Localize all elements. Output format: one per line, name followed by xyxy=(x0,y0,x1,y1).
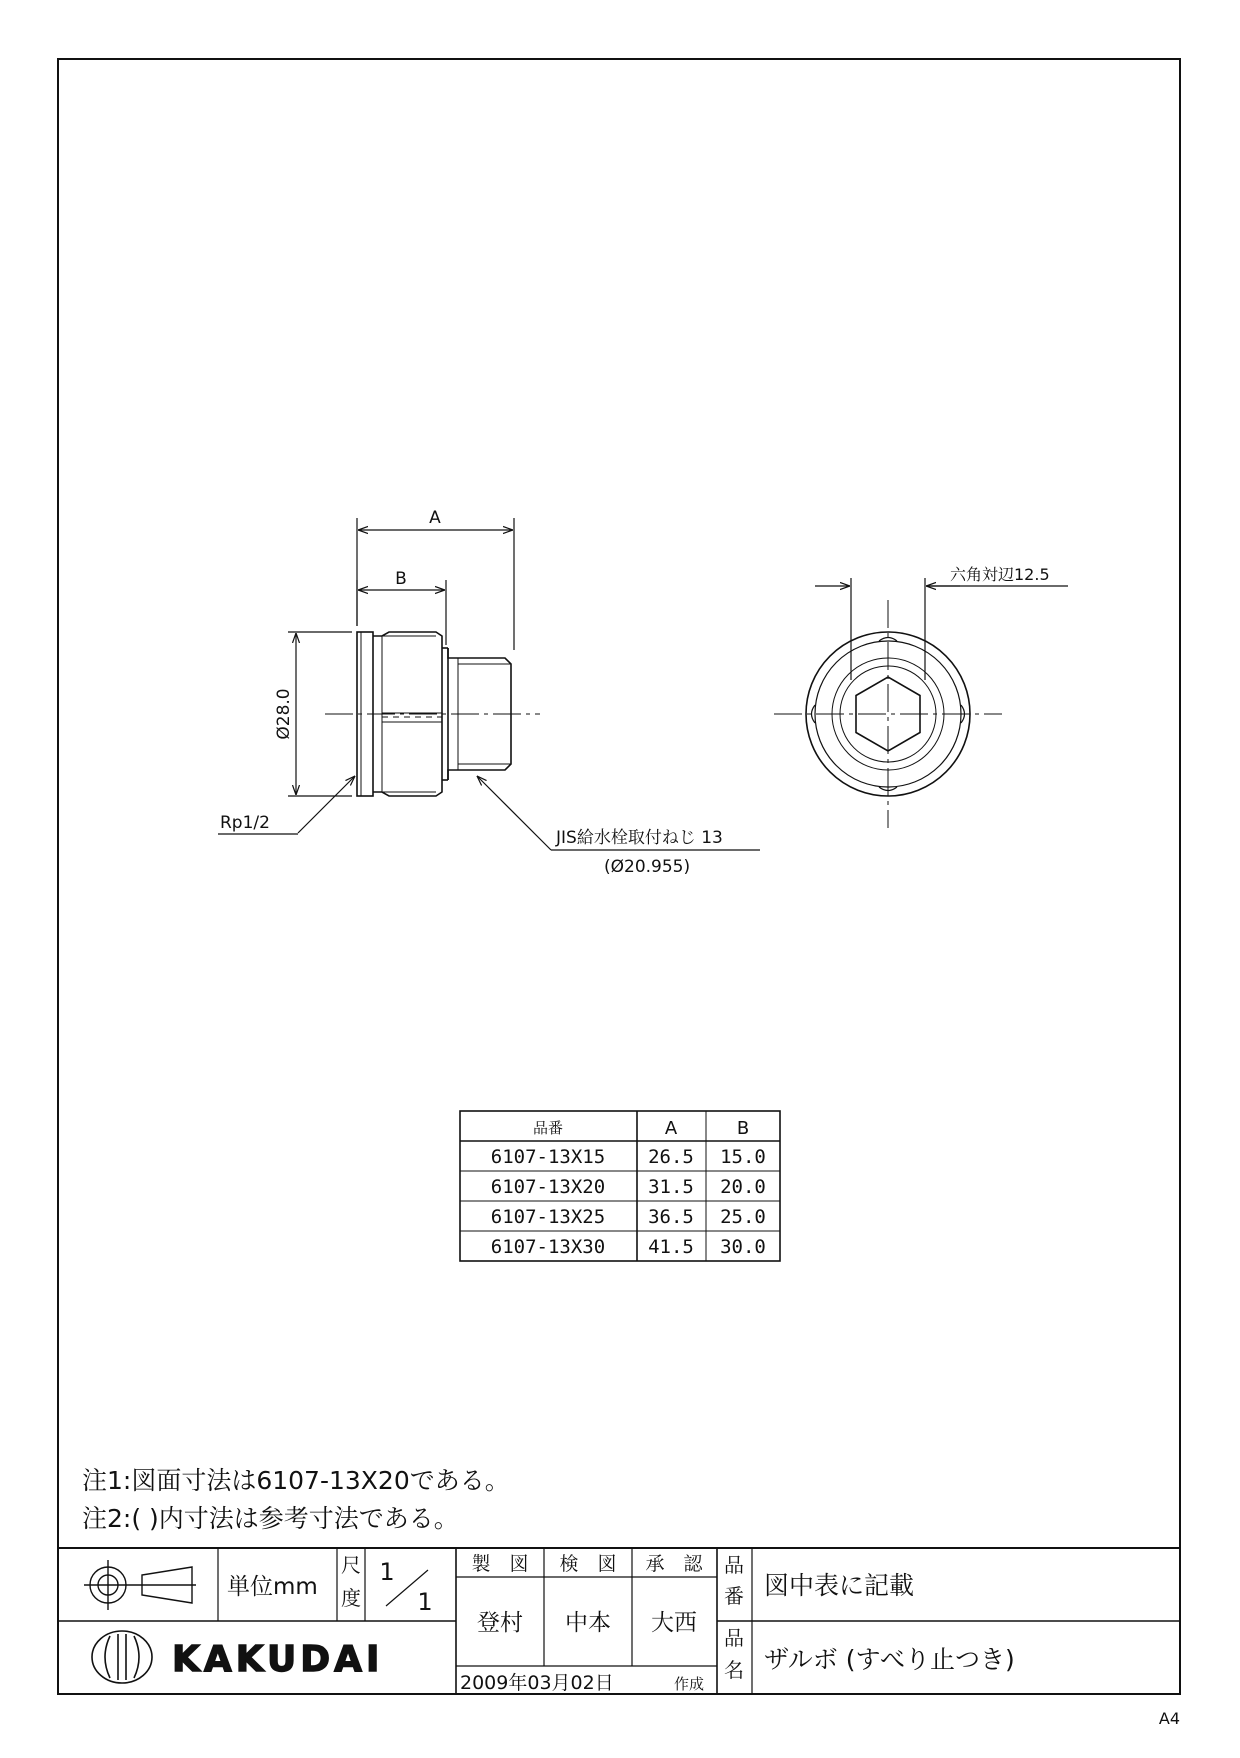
scale-denominator: 1 xyxy=(417,1588,433,1616)
table-cell: 26.5 xyxy=(648,1146,694,1168)
dimension-diameter-label: Ø28.0 xyxy=(274,688,294,740)
kakudai-logo-text: KAKUDAI xyxy=(172,1639,384,1680)
unit-label: 単位mm xyxy=(227,1574,318,1600)
thread-label: JIS給水栓取付ねじ 13 xyxy=(556,828,723,848)
drafted-header: 製 図 xyxy=(471,1553,529,1575)
drafted-name: 登村 xyxy=(477,1610,523,1636)
table-cell: 6107-13X30 xyxy=(490,1236,606,1258)
dimension-b-label: B xyxy=(395,569,407,589)
part-name-label-top: 品 xyxy=(724,1626,744,1650)
created-label: 作成 xyxy=(674,1675,705,1693)
part-number-label-bottom: 番 xyxy=(724,1584,744,1608)
thread-sub-label: (Ø20.955) xyxy=(604,857,691,877)
sheet-size: A4 xyxy=(1158,1709,1180,1728)
table-cell: 6107-13X15 xyxy=(490,1146,606,1168)
checked-header: 検 図 xyxy=(559,1553,617,1575)
approved-name: 大西 xyxy=(651,1610,697,1636)
kakudai-logo xyxy=(92,1631,383,1683)
table-header-hinban: 品番 xyxy=(532,1119,564,1137)
table-cell: 25.0 xyxy=(720,1206,766,1228)
scale-label-top: 尺 xyxy=(341,1553,361,1577)
scale-label-bottom: 度 xyxy=(341,1586,361,1610)
approved-header: 承 認 xyxy=(645,1553,703,1575)
dimension-a xyxy=(357,518,514,650)
table-cell: 30.0 xyxy=(720,1236,766,1258)
dimension-hex-label: 六角対辺12.5 xyxy=(950,565,1050,584)
table-cell: 31.5 xyxy=(648,1176,694,1198)
dimension-a-label: A xyxy=(429,508,441,528)
table-cell: 41.5 xyxy=(648,1236,694,1258)
projection-symbol-icon xyxy=(84,1560,196,1610)
end-view xyxy=(774,600,1002,828)
table-cell: 36.5 xyxy=(648,1206,694,1228)
checked-name: 中本 xyxy=(565,1610,611,1636)
table-header-b: B xyxy=(736,1118,750,1139)
note-1: 注1:図面寸法は6107-13X20である。 xyxy=(82,1466,510,1495)
table-cell: 6107-13X20 xyxy=(490,1176,606,1198)
size-table xyxy=(460,1111,780,1261)
scale-numerator: 1 xyxy=(379,1558,395,1586)
table-header-a: A xyxy=(664,1118,678,1139)
dimension-b xyxy=(357,580,446,645)
part-number-label-top: 品 xyxy=(724,1553,744,1577)
table-cell: 6107-13X25 xyxy=(490,1206,606,1228)
table-cell: 15.0 xyxy=(720,1146,766,1168)
date-label: 2009年03月02日 xyxy=(460,1672,614,1694)
rp-label: Rp1/2 xyxy=(220,813,270,833)
part-name-value: ザルボ (すべり止つき) xyxy=(764,1645,1015,1674)
part-name-label-bottom: 名 xyxy=(724,1658,744,1682)
side-view xyxy=(325,632,540,796)
part-number-value: 図中表に記載 xyxy=(764,1571,915,1600)
table-cell: 20.0 xyxy=(720,1176,766,1198)
note-2: 注2:( )内寸法は参考寸法である。 xyxy=(82,1504,459,1533)
